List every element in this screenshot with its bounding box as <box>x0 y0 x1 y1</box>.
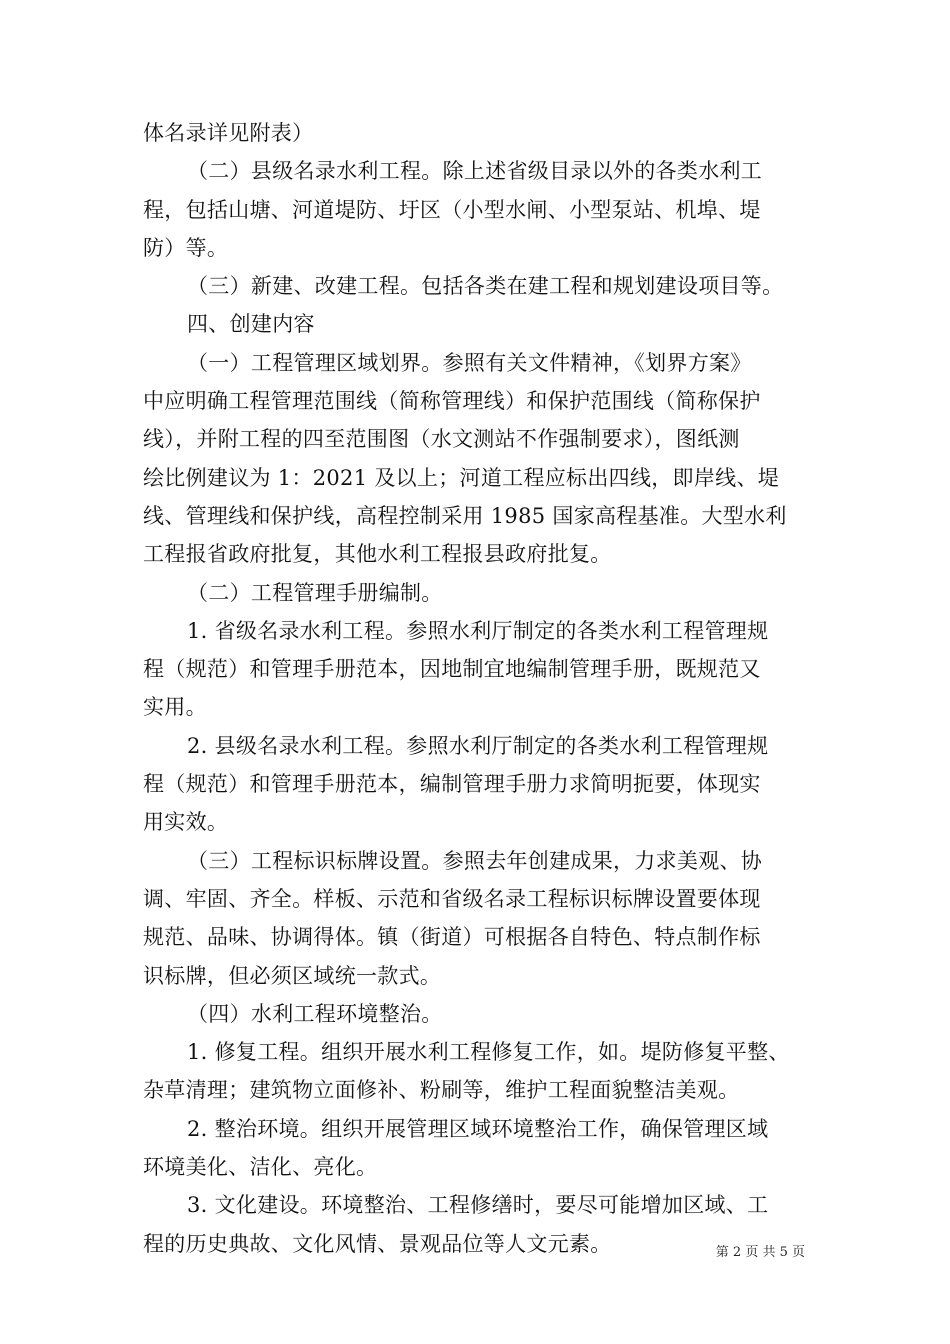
text-line: （三）新建、改建工程。包括各类在建工程和规划建设项目等。 <box>187 274 784 299</box>
text-line: 环境美化、洁化、亮化。 <box>143 1155 378 1180</box>
text-line: 中应明确工程管理范围线（简称管理线）和保护范围线（简称保护 <box>143 389 761 414</box>
text-line: 线），并附工程的四至范围图（水文测站不作强制要求），图纸测 <box>143 427 740 452</box>
text-line: 防）等。 <box>143 235 229 260</box>
body-text <box>143 114 807 1263</box>
text-line: 识标牌，但必须区域统一款式。 <box>143 963 442 988</box>
text-line: 杂草清理；建筑物立面修补、粉刷等，维护工程面貌整洁美观。 <box>143 1078 740 1103</box>
page-number: 第 2 页 共 5 页 <box>715 1245 805 1260</box>
text-line: 2. 整治环境。组织开展管理区域环境整治工作，确保管理区域 <box>187 1116 769 1141</box>
text-line: 3. 文化建设。环境整治、工程修缮时，要尽可能增加区域、工 <box>187 1193 769 1218</box>
text-line: 绘比例建议为 1：2021 及以上；河道工程应标出四线，即岸线、堤 <box>143 465 780 490</box>
text-line: 1. 省级名录水利工程。参照水利厅制定的各类水利工程管理规 <box>187 618 769 643</box>
text-line: 程（规范）和管理手册范本，编制管理手册力求简明扼要，体现实 <box>143 772 761 797</box>
text-line: 程的历史典故、文化风情、景观品位等人文元素。 <box>143 1231 612 1256</box>
text-line: （四）水利工程环境整治。 <box>187 1001 443 1026</box>
text-line: 规范、品味、协调得体。镇（街道）可根据各自特色、特点制作标 <box>143 925 761 950</box>
text-line: 程，包括山塘、河道堤防、圩区（小型水闸、小型泵站、机埠、堤 <box>143 197 761 222</box>
text-line: 实用。 <box>143 695 207 720</box>
text-line: 工程报省政府批复，其他水利工程报县政府批复。 <box>143 542 612 567</box>
text-line: （二）县级名录水利工程。除上述省级目录以外的各类水利工 <box>187 159 763 184</box>
text-line: 1. 修复工程。组织开展水利工程修复工作，如。堤防修复平整、 <box>187 1040 790 1065</box>
text-line: 体名录详见附表） <box>143 121 314 145</box>
text-line: 线、管理线和保护线，高程控制采用 1985 国家高程基准。大型水利 <box>143 503 787 528</box>
text-line: 调、牢固、齐全。样板、示范和省级名录工程标识标牌设置要体现 <box>143 886 761 911</box>
text-line: 程（规范）和管理手册范本，因地制宜地编制管理手册，既规范又 <box>143 657 761 682</box>
text-line: 用实效。 <box>143 810 229 835</box>
text-line: 2. 县级名录水利工程。参照水利厅制定的各类水利工程管理规 <box>187 733 769 758</box>
text-line: （三）工程标识标牌设置。参照去年创建成果，力求美观、协 <box>187 848 763 873</box>
text-line: （一）工程管理区域划界。参照有关文件精神，《划界方案》 <box>187 350 752 375</box>
text-line: （二）工程管理手册编制。 <box>187 580 443 605</box>
document-body <box>143 114 807 1263</box>
section-heading: 四、创建内容 <box>187 312 315 337</box>
